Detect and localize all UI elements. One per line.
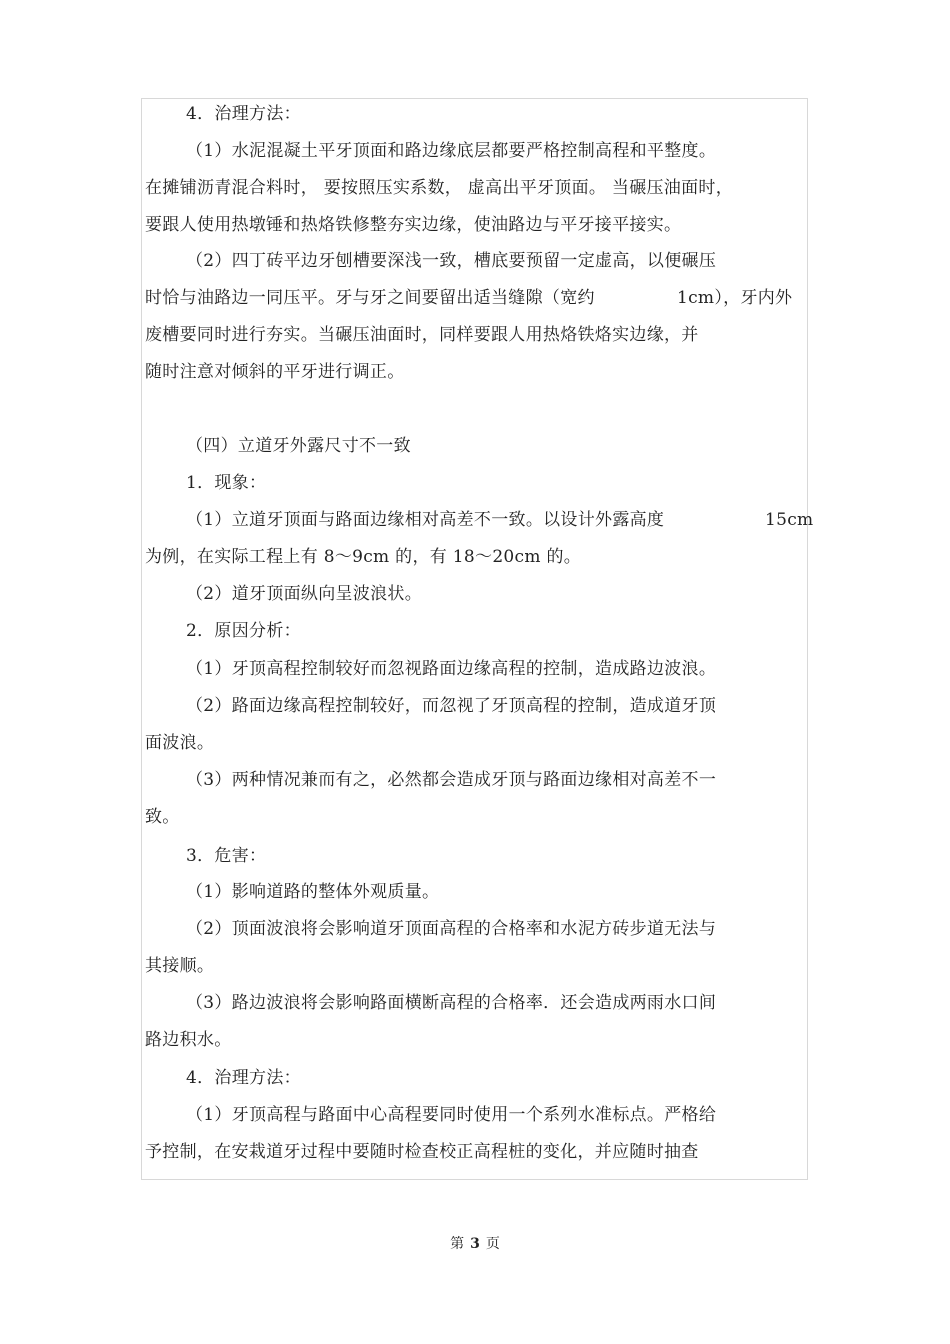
text-line: 为例，在实际工程上有 8～9cm 的，有 18～20cm 的。	[145, 547, 582, 567]
text-line: （2）路面边缘高程控制较好，而忽视了牙顶高程的控制，造成道牙顶	[186, 696, 717, 716]
footer-suffix: 页	[485, 1236, 500, 1252]
text-line: （1）影响道路的整体外观质量。	[186, 882, 440, 902]
text-line: （3）两种情况兼而有之，必然都会造成牙顶与路面边缘相对高差不一	[186, 770, 717, 790]
text-line: 时恰与油路边一同压平。牙与牙之间要留出适当缝隙（宽约	[145, 288, 595, 308]
text-line: （2）四丁砖平边牙刨槽要深浅一致，槽底要预留一定虚高，以便碾压	[186, 251, 717, 271]
text-line: 致。	[145, 807, 180, 827]
text-line: 15cm	[765, 510, 814, 530]
text-line: 路边积水。	[145, 1030, 232, 1050]
footer-prefix: 第	[450, 1236, 465, 1252]
text-line: （2）顶面波浪将会影响道牙顶面高程的合格率和水泥方砖步道无法与	[186, 919, 717, 939]
text-line: （1）牙顶高程与路面中心高程要同时使用一个系列水准标点。严格给	[186, 1105, 717, 1125]
text-line: 4．治理方法：	[186, 1068, 301, 1088]
text-line: 1．现象：	[186, 473, 267, 493]
text-line: 3．危害：	[186, 846, 267, 866]
text-line: （3）路边波浪将会影响路面横断高程的合格率．还会造成两雨水口间	[186, 993, 717, 1013]
text-line: 4．治理方法：	[186, 104, 301, 124]
text-line: （1）牙顶高程控制较好而忽视路面边缘高程的控制，造成路边波浪。	[186, 659, 717, 679]
text-line: （1）水泥混凝土平牙顶面和路边缘底层都要严格控制高程和平整度。	[186, 141, 717, 161]
text-line: 在摊铺沥青混合料时， 要按照压实系数， 虚高出平牙顶面。 当碾压油面时，	[145, 178, 734, 198]
text-line: 面波浪。	[145, 733, 215, 753]
text-line: 2．原因分析：	[186, 621, 301, 641]
text-line: 予控制，在安栽道牙过程中要随时检查校正高程桩的变化，并应随时抽查	[145, 1142, 699, 1162]
text-line: （2）道牙顶面纵向呈波浪状。	[186, 584, 423, 604]
text-line: （1）立道牙顶面与路面边缘相对高差不一致。以设计外露高度	[186, 510, 665, 530]
text-line: 随时注意对倾斜的平牙进行调正。	[145, 362, 405, 382]
page-footer	[0, 1235, 950, 1253]
text-line: 要跟人使用热墩锤和热烙铁修整夯实边缘，使油路边与平牙接平接实。	[145, 215, 682, 235]
text-line: 其接顺。	[145, 956, 215, 976]
section-heading: （四）立道牙外露尺寸不一致	[186, 436, 411, 456]
text-line: 1cm），牙内外	[677, 288, 793, 308]
page-number: 3	[470, 1236, 480, 1252]
text-line: 废槽要同时进行夯实。当碾压油面时，同样要跟人用热烙铁烙实边缘，并	[145, 325, 699, 345]
